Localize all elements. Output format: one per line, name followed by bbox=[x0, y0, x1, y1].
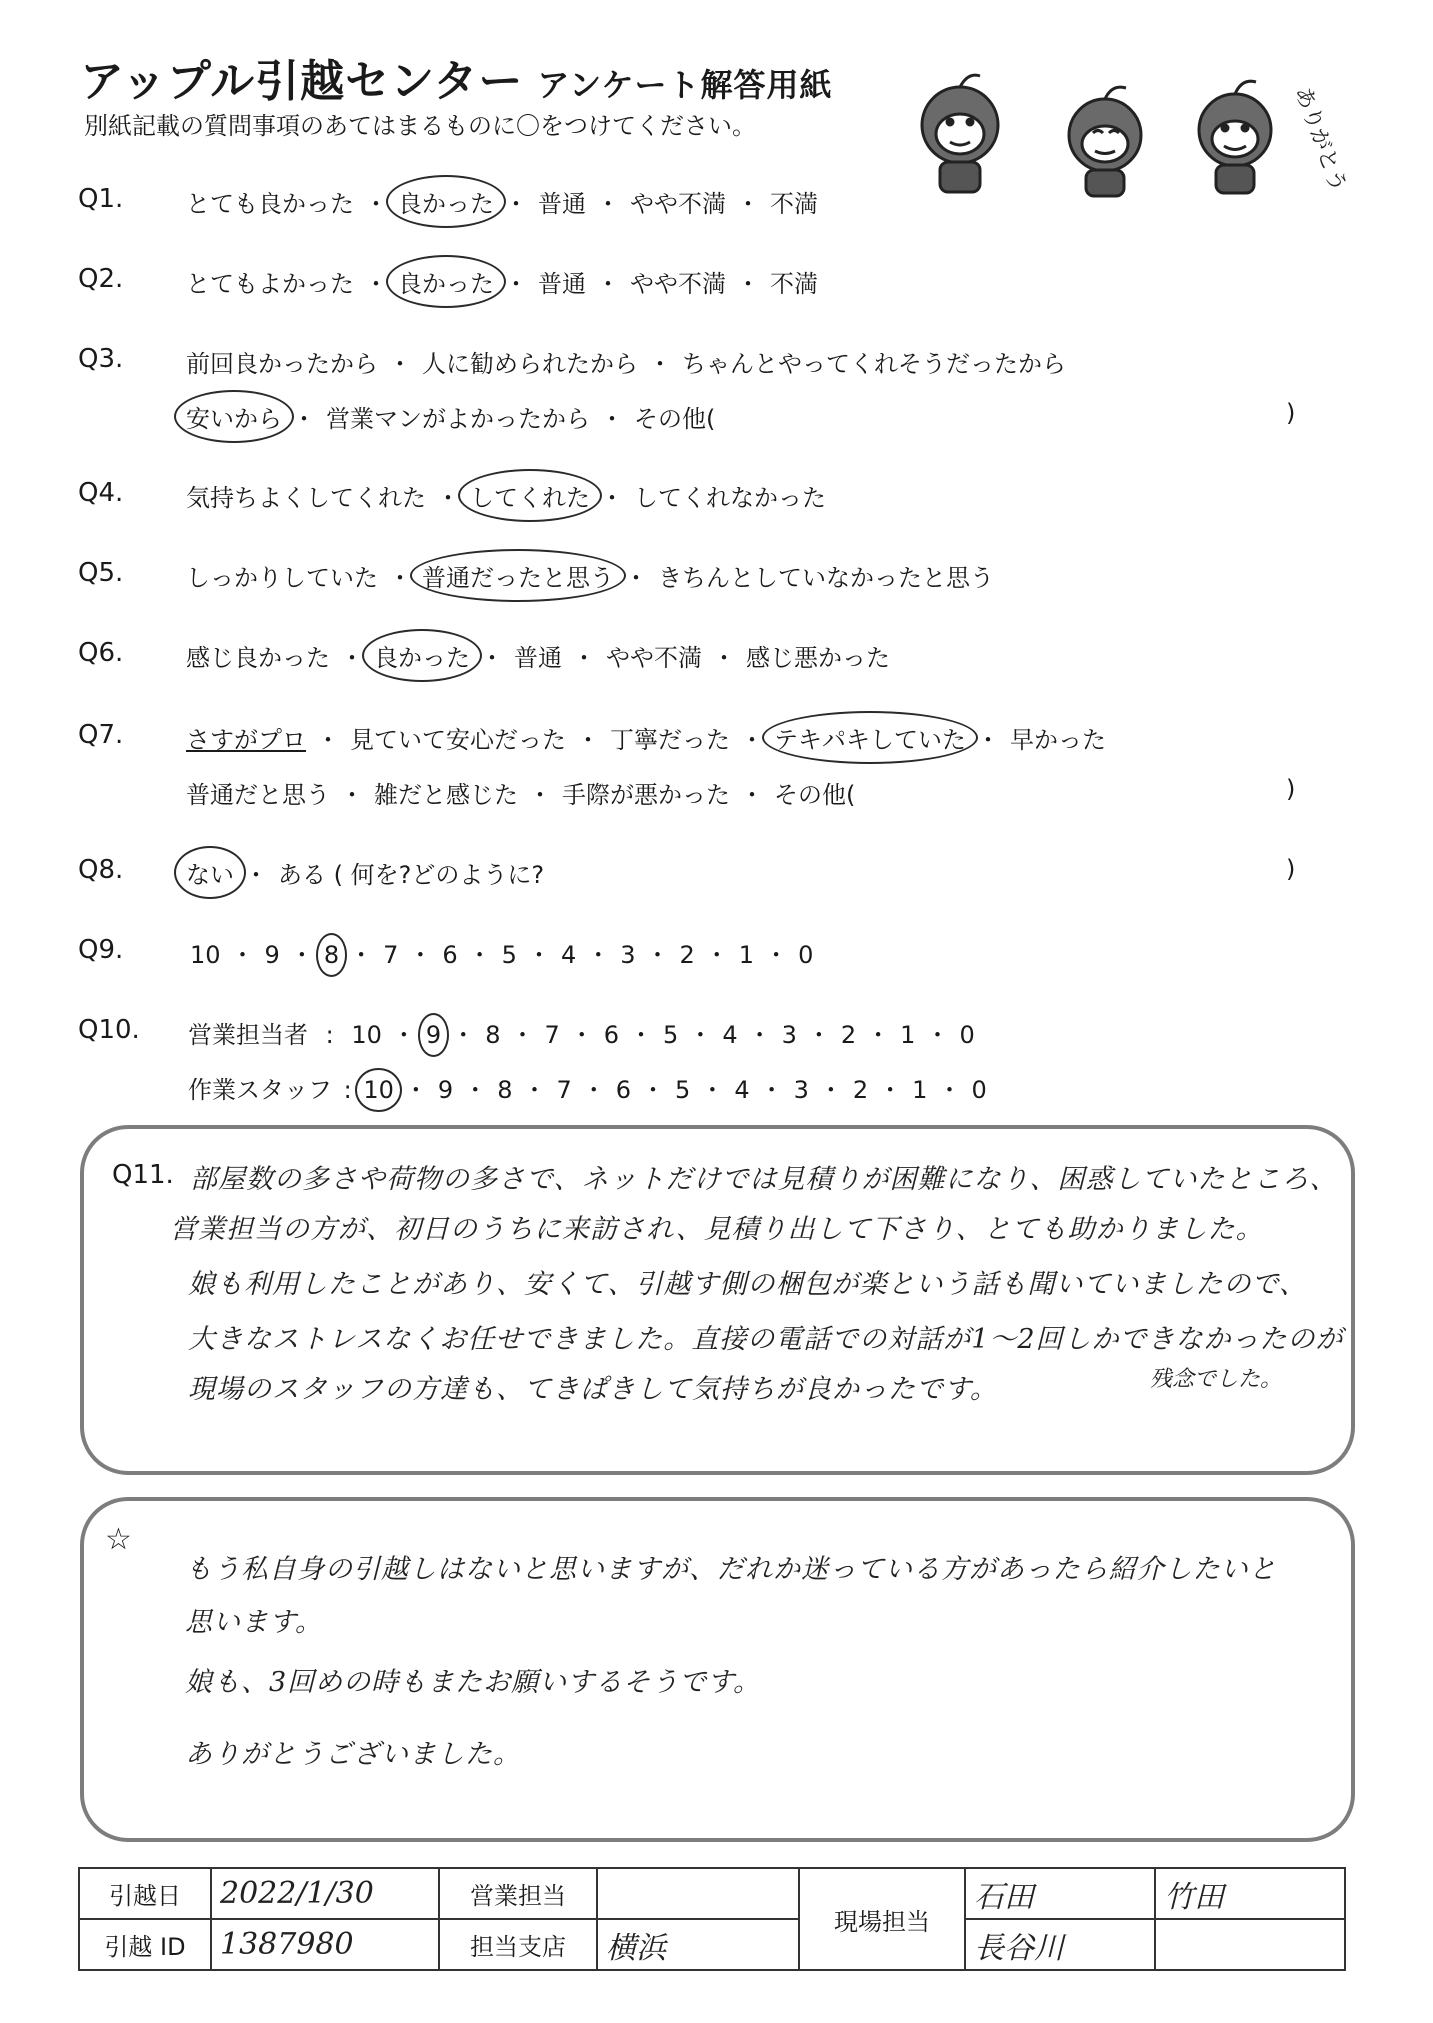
q3-option-1[interactable]: 前回良かったから bbox=[186, 350, 378, 378]
footer-table bbox=[78, 1867, 1346, 1971]
q3-option-2[interactable]: 人に勧められたから bbox=[422, 350, 638, 378]
q10-staff-score-7[interactable]: 7 bbox=[556, 1076, 572, 1104]
star-line-2: 思います。 bbox=[185, 1607, 323, 1638]
q5-option-1[interactable]: しっかりしていた bbox=[186, 564, 378, 592]
q2-options: とてもよかった ・ 良かった ・ 普通 ・ やや不満 ・ 不満 bbox=[186, 264, 818, 299]
q1-option-3[interactable]: 普通 bbox=[538, 190, 586, 218]
q3-paren-close: ) bbox=[1286, 399, 1296, 427]
q7-option-3[interactable]: 丁寧だった bbox=[610, 726, 730, 754]
branch-value[interactable]: 横浜 bbox=[597, 1919, 799, 1970]
branch-label: 担当支店 bbox=[439, 1919, 597, 1970]
site-staff-2[interactable]: 竹田 bbox=[1155, 1868, 1345, 1919]
site-staff-1[interactable]: 石田 bbox=[965, 1868, 1155, 1919]
q1-option-4[interactable]: やや不満 bbox=[630, 190, 726, 218]
q8-label: Q8. bbox=[78, 855, 124, 885]
q9-label: Q9. bbox=[78, 935, 124, 965]
q7-option-1-underlined[interactable]: さすがプロ bbox=[186, 726, 306, 754]
q10-staff-score-6[interactable]: 6 bbox=[615, 1076, 632, 1104]
q10-sales-colon: : bbox=[325, 1021, 334, 1049]
q4-label: Q4. bbox=[78, 478, 124, 508]
q10-sales-score-4[interactable]: 4 bbox=[722, 1021, 738, 1049]
q3-option-5[interactable]: 営業マンがよかったから bbox=[326, 405, 590, 433]
q9-score-2[interactable]: 2 bbox=[679, 941, 695, 969]
q5-options: しっかりしていた ・ 普通だったと思う ・ きちんとしていなかったと思う bbox=[186, 558, 994, 593]
q10-sales-score-2[interactable]: 2 bbox=[840, 1021, 857, 1049]
q4-option-2-selected[interactable]: してくれた bbox=[470, 478, 590, 513]
q4-options: 気持ちよくしてくれた ・ してくれた ・ してくれなかった bbox=[186, 478, 826, 513]
q10-sales-score-3[interactable]: 3 bbox=[781, 1021, 797, 1049]
move-date-value[interactable]: 2022/1/30 bbox=[211, 1868, 439, 1919]
instruction-text: 別紙記載の質問事項のあてはまるものに〇をつけてください。 bbox=[84, 112, 756, 140]
q7-option-8[interactable]: 手際が悪かった bbox=[562, 781, 730, 809]
q11-line-2: 営業担当の方が、初日のうちに来訪され、見積り出して下さり、とても助かりました。 bbox=[170, 1214, 1264, 1245]
form-subtitle: アンケート解答用紙 bbox=[537, 66, 833, 104]
q9-score-8-selected[interactable]: 8 bbox=[323, 941, 340, 969]
q7-options-line2: 普通だと思う ・ 雑だと感じた ・ 手際が悪かった ・ その他( bbox=[186, 775, 855, 810]
q10-sales-score-0[interactable]: 0 bbox=[959, 1021, 975, 1049]
q3-option-4-selected[interactable]: 安いから bbox=[186, 399, 282, 434]
star-line-3: 娘も、3回めの時もまたお願いするそうです。 bbox=[185, 1667, 762, 1698]
q8-option-1-selected[interactable]: ない bbox=[186, 855, 234, 890]
thanks-text: ありがとう bbox=[1289, 83, 1351, 196]
q10-staff-row: 作業スタッフ : 10 ・ 9 ・ 8 ・ 7 ・ 6 ・ 5 ・ 4 ・ 3 ・ 2 ・ 1 ・ 0 bbox=[188, 1076, 987, 1104]
move-id-value[interactable]: 1387980 bbox=[211, 1919, 439, 1970]
q3-options-line2: 安いから ・ 営業マンがよかったから ・ その他( bbox=[186, 399, 715, 434]
q10-sales-score-6[interactable]: 6 bbox=[603, 1021, 620, 1049]
q6-options: 感じ良かった ・ 良かった ・ 普通 ・ やや不満 ・ 感じ悪かった bbox=[186, 638, 890, 673]
q6-option-1[interactable]: 感じ良かった bbox=[186, 644, 330, 672]
q9-score-9[interactable]: 9 bbox=[264, 941, 280, 969]
move-id-label: 引越 ID bbox=[79, 1919, 211, 1970]
q10-staff-score-10-selected[interactable]: 10 bbox=[363, 1076, 394, 1104]
q2-label: Q2. bbox=[78, 264, 124, 294]
q10-staff-score-4[interactable]: 4 bbox=[734, 1076, 750, 1104]
q11-line-4: 大きなストレスなくお任せできました。直接の電話での対話が1〜2回しかできなかったのが bbox=[188, 1324, 1344, 1355]
form-title bbox=[80, 45, 833, 109]
q2-option-5[interactable]: 不満 bbox=[770, 270, 818, 298]
q9-score-6[interactable]: 6 bbox=[442, 941, 458, 969]
q10-staff-score-2[interactable]: 2 bbox=[852, 1076, 869, 1104]
q10-staff-label: 作業スタッフ bbox=[188, 1076, 332, 1104]
q4-option-1[interactable]: 気持ちよくしてくれた bbox=[186, 484, 426, 512]
mascot-monkey-right bbox=[1199, 81, 1271, 193]
q7-option-other[interactable]: その他( bbox=[774, 781, 856, 809]
q5-option-2-selected[interactable]: 普通だったと思う bbox=[422, 558, 614, 593]
q2-option-4[interactable]: やや不満 bbox=[630, 270, 726, 298]
q3-option-other[interactable]: その他( bbox=[634, 405, 716, 433]
q5-option-3[interactable]: きちんとしていなかったと思う bbox=[658, 564, 994, 592]
q1-label: Q1. bbox=[78, 184, 124, 214]
q2-option-2-selected[interactable]: 良かった bbox=[398, 264, 494, 299]
q7-option-6[interactable]: 普通だと思う bbox=[186, 781, 330, 809]
q10-staff-score-3[interactable]: 3 bbox=[793, 1076, 809, 1104]
q8-option-2[interactable]: ある ( 何を?どのように? bbox=[278, 861, 545, 889]
q10-sales-score-1[interactable]: 1 bbox=[900, 1021, 916, 1049]
mascot-monkey-center bbox=[1069, 87, 1141, 196]
q9-score-5[interactable]: 5 bbox=[501, 941, 517, 969]
q7-option-5[interactable]: 早かった bbox=[1010, 726, 1106, 754]
q11-note: 残念でした。 bbox=[1150, 1367, 1283, 1392]
sales-value[interactable] bbox=[597, 1868, 799, 1919]
q10-staff-score-0[interactable]: 0 bbox=[971, 1076, 987, 1104]
q9-score-0[interactable]: 0 bbox=[798, 941, 814, 969]
q7-paren-close: ) bbox=[1286, 775, 1296, 803]
q10-staff-score-9[interactable]: 9 bbox=[437, 1076, 454, 1104]
q9-score-1[interactable]: 1 bbox=[738, 941, 755, 969]
q8-options: ない ・ ある ( 何を?どのように? bbox=[186, 855, 544, 890]
star-label: ☆ bbox=[105, 1522, 132, 1557]
q8-paren-close: ) bbox=[1286, 855, 1296, 883]
star-line-4: ありがとうございました。 bbox=[185, 1739, 521, 1770]
q11-line-3: 娘も利用したことがあり、安くて、引越す側の梱包が楽という話も聞いていましたので、 bbox=[188, 1269, 1307, 1300]
q6-option-4[interactable]: やや不満 bbox=[606, 644, 702, 672]
q9-scale: 10 ・ 9 ・ 8 ・ 7 ・ 6 ・ 5 ・ 4 ・ 3 ・ 2 ・ 1 ・ 0 bbox=[190, 941, 814, 969]
q11-line-1: 部屋数の多さや荷物の多さで、ネットだけでは見積りが困難になり、困惑していたところ、 bbox=[190, 1164, 1338, 1195]
q11-label: Q11. bbox=[112, 1160, 174, 1190]
q7-option-2[interactable]: 見ていて安心だった bbox=[350, 726, 566, 754]
q10-sales-label: 営業担当者 bbox=[188, 1021, 308, 1049]
q10-sales-score-10[interactable]: 10 bbox=[351, 1021, 382, 1049]
q3-options-line1: 前回良かったから ・ 人に勧められたから ・ ちゃんとやってくれそうだったから bbox=[186, 344, 1066, 379]
q10-label: Q10. bbox=[78, 1015, 140, 1045]
q1-option-5[interactable]: 不満 bbox=[770, 190, 818, 218]
q7-options-line1: さすがプロ ・ 見ていて安心だった ・ 丁寧だった ・ テキパキしていた ・ 早かった bbox=[186, 720, 1106, 755]
q3-label: Q3. bbox=[78, 344, 124, 374]
q2-option-1[interactable]: とてもよかった bbox=[186, 270, 354, 298]
q1-options: とても良かった ・ 良かった ・ 普通 ・ やや不満 ・ 不満 bbox=[186, 184, 818, 219]
q1-option-2-selected[interactable]: 良かった bbox=[398, 184, 494, 219]
q3-option-3[interactable]: ちゃんとやってくれそうだったから bbox=[682, 350, 1066, 378]
q10-staff-score-8[interactable]: 8 bbox=[497, 1076, 513, 1104]
q6-option-2-selected[interactable]: 良かった bbox=[374, 638, 470, 673]
site-staff-3[interactable]: 長谷川 bbox=[965, 1919, 1155, 1970]
site-label: 現場担当 bbox=[799, 1868, 965, 1970]
q10-sales-score-8[interactable]: 8 bbox=[485, 1021, 501, 1049]
q10-staff-score-5[interactable]: 5 bbox=[675, 1076, 691, 1104]
q9-score-10[interactable]: 10 bbox=[190, 941, 221, 969]
q7-option-7[interactable]: 雑だと感じた bbox=[374, 781, 518, 809]
q4-option-3[interactable]: してくれなかった bbox=[634, 484, 826, 512]
q10-sales-score-5[interactable]: 5 bbox=[663, 1021, 679, 1049]
q5-label: Q5. bbox=[78, 558, 124, 588]
q10-staff-score-1[interactable]: 1 bbox=[912, 1076, 928, 1104]
mascot-monkey-left bbox=[922, 75, 998, 192]
q9-score-7[interactable]: 7 bbox=[383, 941, 399, 969]
q1-option-1[interactable]: とても良かった bbox=[186, 190, 354, 218]
star-line-1: もう私自身の引越しはないと思いますが、だれか迷っている方があったら紹介したいと bbox=[185, 1554, 1277, 1585]
q10-sales-row: 営業担当者 : 10 ・ 9 ・ 8 ・ 7 ・ 6 ・ 5 ・ 4 ・ 3 ・ 2 ・ 1 ・ 0 bbox=[188, 1021, 975, 1049]
company-name: アップル引越センター bbox=[80, 56, 524, 107]
q10-staff-colon: : bbox=[343, 1076, 352, 1104]
q6-option-3[interactable]: 普通 bbox=[514, 644, 562, 672]
q7-label: Q7. bbox=[78, 720, 124, 750]
move-date-label: 引越日 bbox=[79, 1868, 211, 1919]
sales-label: 営業担当 bbox=[439, 1868, 597, 1919]
site-staff-4[interactable] bbox=[1155, 1919, 1345, 1970]
q6-label: Q6. bbox=[78, 638, 124, 668]
q9-score-3[interactable]: 3 bbox=[620, 941, 636, 969]
q9-score-4[interactable]: 4 bbox=[560, 941, 577, 969]
q11-line-5: 現場のスタッフの方達も、てきぱきして気持ちが良かったです。 bbox=[188, 1374, 998, 1405]
q10-sales-score-9-selected[interactable]: 9 bbox=[425, 1021, 442, 1049]
q6-option-5[interactable]: 感じ悪かった bbox=[746, 644, 890, 672]
mascot-illustration bbox=[890, 50, 1351, 200]
q10-sales-score-7[interactable]: 7 bbox=[544, 1021, 560, 1049]
q7-option-4-selected[interactable]: テキパキしていた bbox=[774, 720, 966, 755]
q2-option-3[interactable]: 普通 bbox=[538, 270, 586, 298]
